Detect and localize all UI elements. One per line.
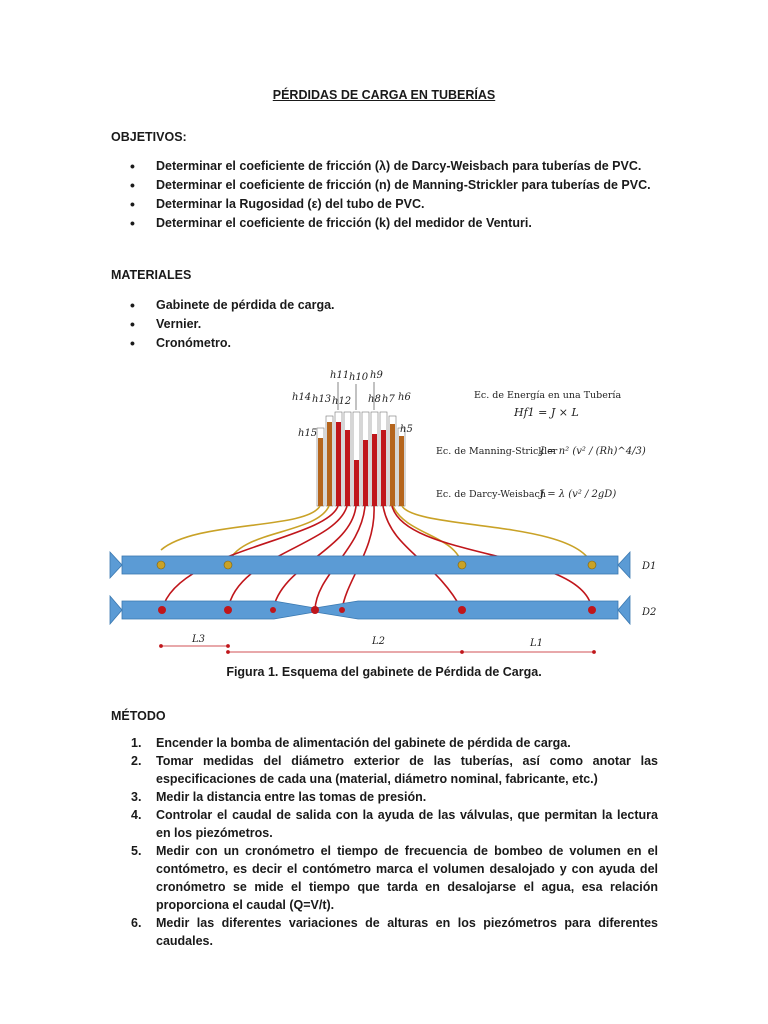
list-item: • Gabinete de pérdida de carga.	[130, 297, 335, 313]
list-item: • Vernier.	[130, 316, 202, 332]
method-steps	[111, 734, 658, 950]
manometer-tubes	[317, 412, 405, 506]
bullet-icon: •	[130, 335, 135, 351]
method-heading: MÉTODO	[111, 709, 166, 723]
list-item: 2. Tomar medidas del diámetro exterior de las tuberías, así como anotar las especificaciones de cada una (material, diámetro nominal, fabricante, etc.)	[131, 754, 658, 786]
label-h12: h12	[332, 396, 352, 407]
darcy-equation: J = λ (v² / 2gD)	[540, 489, 617, 500]
bullet-icon: •	[130, 316, 135, 332]
materials-list	[111, 296, 335, 353]
label-h9: h9	[370, 370, 383, 381]
document-title: PÉRDIDAS DE CARGA EN TUBERÍAS	[272, 88, 496, 102]
list-item: • Determinar el coeficiente de fricción (n) de Manning-Strickler para tuberías de PVC.	[130, 177, 651, 193]
manning-equation: J = n² (v² / (Rh)^4/3)	[540, 446, 646, 457]
label-h11: h11	[330, 370, 350, 381]
pipe-label-d1: D1	[642, 561, 657, 572]
list-item: 6. Medir las diferentes variaciones de alturas en los piezómetros para diferentes caudales.	[131, 916, 658, 948]
list-item: 5. Medir con un cronómetro el tiempo de frecuencia de bombeo de volumen en el contómetro, es decir el contómetro marca el volumen desalojado y con ayuda del cronómetro se mide el tiempo que tarda en desalojarse el agua, esa relación proporciona el caudal (Q=V/t).	[131, 844, 658, 912]
pipe-label-d2: D2	[642, 607, 657, 618]
bullet-icon: •	[130, 158, 135, 174]
label-h7: h7	[382, 394, 395, 405]
list-item: • Determinar la Rugosidad (ε) del tubo de PVC.	[130, 196, 425, 212]
caption-label: Figura 1.	[226, 665, 279, 679]
head-loss-cabinet-diagram	[106, 360, 662, 660]
list-item: • Determinar el coeficiente de fricción (k) del medidor de Venturi.	[130, 215, 532, 231]
pipe-d2	[110, 596, 630, 624]
label-h15: h15	[298, 428, 318, 439]
caption-text: Esquema del gabinete de Pérdida de Carga.	[278, 665, 542, 679]
manning-label: Ec. de Manning-Strickler	[436, 446, 558, 457]
figure-caption	[0, 665, 768, 679]
list-item: • Cronómetro.	[130, 335, 231, 351]
bullet-icon: •	[130, 297, 135, 313]
energy-equation: Hf1 = J × L	[514, 406, 579, 419]
label-h10: h10	[349, 372, 369, 383]
label-h8: h8	[368, 394, 381, 405]
bullet-icon: •	[130, 196, 135, 212]
label-h14: h14	[292, 392, 312, 403]
bullet-icon: •	[130, 177, 135, 193]
darcy-label: Ec. de Darcy-Weisbach	[436, 489, 546, 500]
list-item: 1. Encender la bomba de alimentación del gabinete de pérdida de carga.	[131, 736, 571, 750]
list-item: 3. Medir la distancia entre las tomas de presión.	[131, 790, 427, 804]
distance-label-l1: L1	[530, 638, 544, 649]
label-h5: h5	[400, 424, 413, 435]
label-h6: h6	[398, 392, 411, 403]
list-item: • Determinar el coeficiente de fricción (λ) de Darcy-Weisbach para tuberías de PVC.	[130, 158, 642, 174]
objectives-heading: OBJETIVOS:	[111, 130, 187, 144]
distance-label-l3: L3	[192, 634, 206, 645]
objectives-list	[111, 157, 651, 233]
energy-equation-title: Ec. de Energía en una Tubería	[474, 390, 622, 401]
distance-label-l2: L2	[372, 636, 386, 647]
materials-heading: MATERIALES	[111, 268, 192, 282]
list-item: 4. Controlar el caudal de salida con la ayuda de las válvulas, que permitan la lectura en los piezómetros.	[131, 808, 658, 840]
bullet-icon: •	[130, 215, 135, 231]
pipe-d1	[110, 552, 630, 578]
label-h13: h13	[312, 394, 332, 405]
